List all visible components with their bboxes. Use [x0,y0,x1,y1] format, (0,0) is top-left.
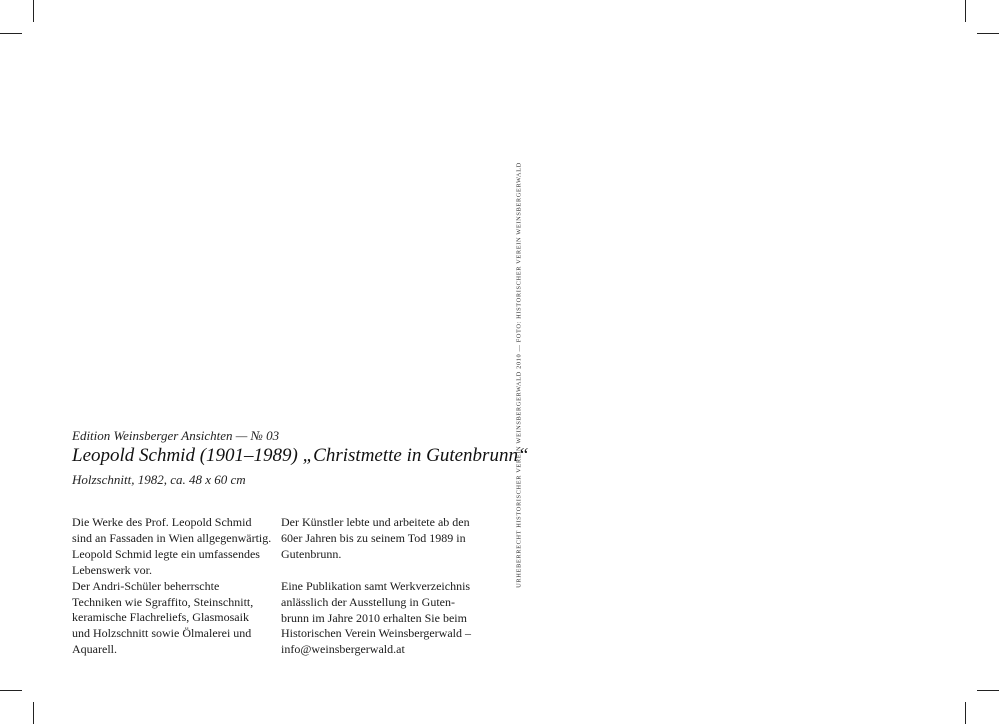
text-column-left [72,515,277,658]
text-line: keramische Flachreliefs, Glasmosaik [72,610,249,625]
text-line: Leopold Schmid legte ein umfassendes [72,546,260,561]
crop-mark-top-right-vertical [965,0,966,22]
text-line: und Holzschnitt sowie Ölmalerei und [72,626,252,641]
text-line: Lebenswerk vor. [72,562,152,577]
artwork-subtitle: Holzschnitt, 1982, ca. 48 x 60 cm [72,472,246,487]
crop-mark-bottom-left-vertical [33,702,34,724]
text-line: anlässlich der Ausstellung in Guten- [281,594,455,609]
text-line: brunn im Jahre 2010 erhalten Sie beim [281,610,467,625]
crop-mark-bottom-right-horizontal [977,690,999,691]
crop-mark-top-left-horizontal [0,33,22,34]
text-line: Eine Publikation samt Werkverzeichnis [281,578,471,593]
text-line: Techniken wie Sgraffito, Steinschnitt, [72,594,254,609]
crop-mark-top-right-horizontal [977,33,999,34]
copyright-credit-text: URHEBERRECHT HISTORISCHER VEREIN WEINSBERGERWALD 2010 — FOTO: HISTORISCHER VEREIN WEINSBERGERWALD [515,162,523,588]
text-line: Der Andri-Schüler beherrschte [72,578,220,593]
text-line: Die Werke des Prof. Leopold Schmid [72,515,252,529]
email-line: info@weinsbergerwald.at [281,642,405,657]
crop-mark-bottom-right-vertical [965,702,966,724]
text-column-right [281,515,486,658]
edition-line: Edition Weinsberger Ansichten — № 03 [72,428,280,443]
text-line: Gutenbrunn. [281,546,342,561]
crop-mark-bottom-left-horizontal [0,690,22,691]
crop-mark-top-left-vertical [33,0,34,22]
text-line: Der Künstler lebte und arbeitete ab den [281,515,470,529]
artwork-title: Leopold Schmid (1901–1989) „Christmette in Gutenbrunn“ [72,445,529,466]
text-line: 60er Jahren bis zu seinem Tod 1989 in [281,530,466,545]
text-line: Historischen Verein Weinsbergerwald – [281,626,471,641]
text-line: Aquarell. [72,642,117,657]
text-line: sind an Fassaden in Wien allgegenwärtig. [72,530,272,545]
vertical-copyright-credit [514,160,524,590]
paragraph-gap [281,563,486,579]
